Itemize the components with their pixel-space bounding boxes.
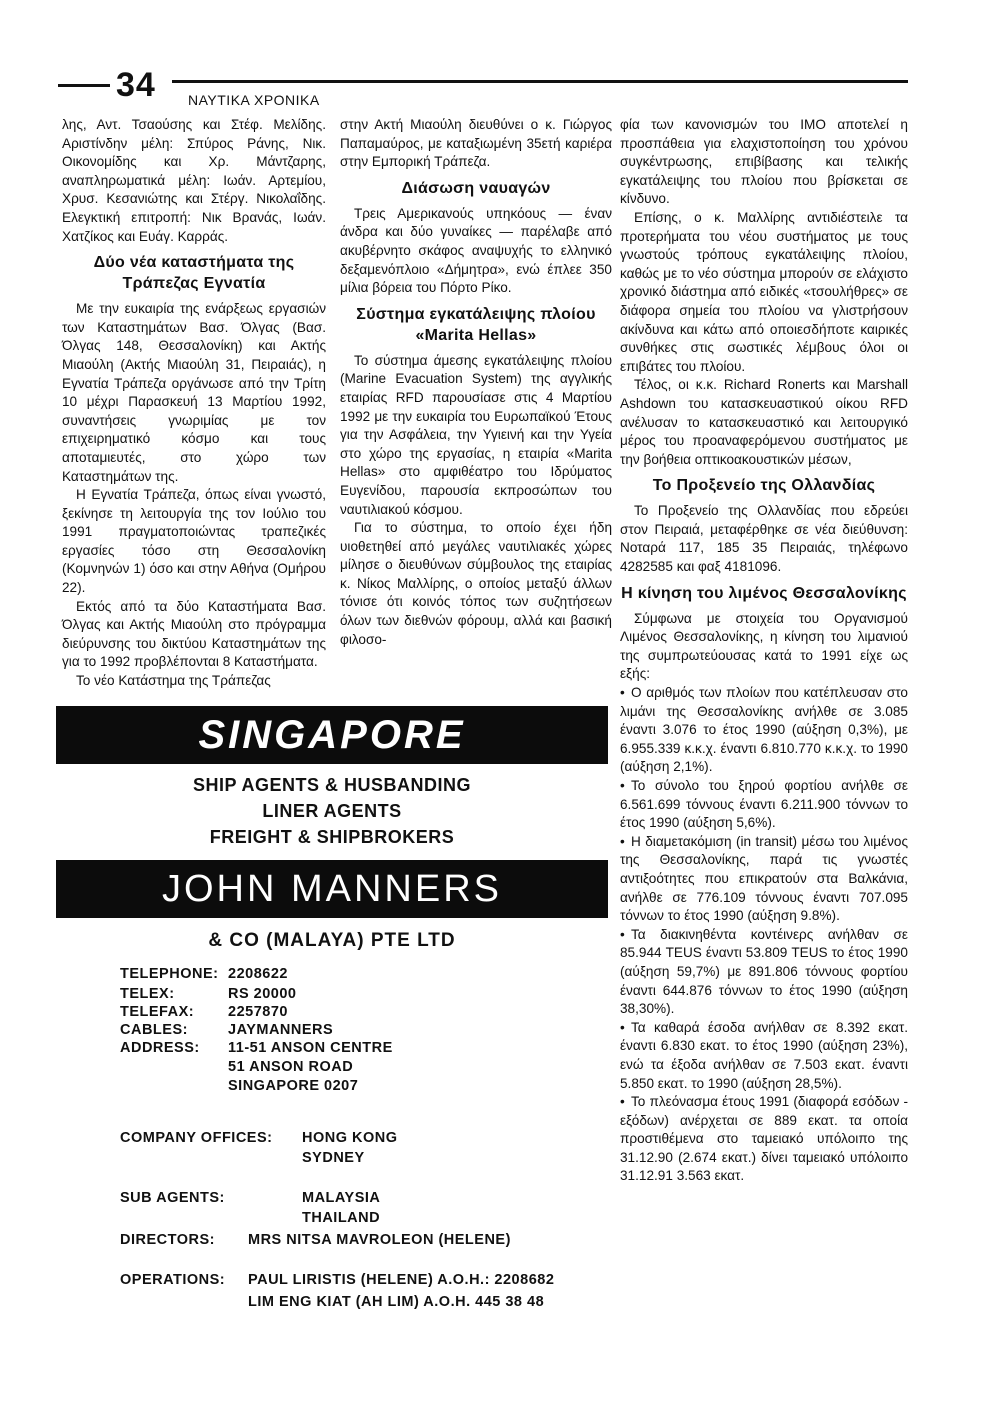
paragraph: Εκτός από τα δύο Καταστήματα Βασ. Όλγας και Ακτής Μιαούλη στο πρόγραμμα διεύρυνσης του δικτύου Καταστημάτων της για το 1992 προβλέπονται 8 Καταστήματα.	[62, 598, 326, 670]
ad-label: ADDRESS:	[120, 1040, 200, 1056]
bullet-item: • Η διαμετακόμιση (in transit) μέσω του λιμένος της Θεσσαλονίκης, παρά τις γνωστές αντιξοότητες που επικρατούν στα Βαλκάνια, ανήλθε σε 776.109 τόννους έναντι 707.095 τόννων το έτος 1990 (αύξηση 9.8%).	[620, 833, 908, 924]
ad-service-line: SHIP AGENTS & HUSBANDING	[192, 775, 472, 795]
article-heading: Δύο νέα καταστήματα της Τράπεζας Εγνατία	[93, 254, 295, 293]
advertisement	[56, 706, 608, 952]
ad-label: COMPANY OFFICES:	[120, 1130, 273, 1146]
bullet-item: • Το πλεόνασμα έτους 1991 (διαφορά εσόδων - εξόδων) ανέρχεται σε 889 εκατ. τα οποία προστιθέμενα στο ταμειακό υπόλοιπο της 31.12.90 (2.674 εκατ.) δίνει ταμειακό υπόλοιπο 31.12.91 3.563 εκατ.	[620, 1094, 908, 1184]
ad-value: 2257870	[228, 1004, 288, 1020]
article-heading: Σύστημα εγκατάλειψης πλοίου «Marita Hellas»	[356, 305, 596, 344]
publication-title: ΝΑΥΤΙΚΑ ΧΡΟΝΙΚΑ	[188, 92, 320, 108]
ad-label: DIRECTORS:	[120, 1232, 215, 1248]
paragraph: Το Προξενείο της Ολλανδίας που εδρεύει στον Πειραιά, μεταφέρθηκε σε νέα διεύθυνση: Νοταρά 117, 185 35 Πειραιάς, τηλέφωνο 4282585 και φαξ 4181096.	[620, 503, 908, 575]
header-rule-right	[172, 80, 908, 83]
paragraph: Σύμφωνα με στοιχεία του Οργανισμού Λιμένος Θεσσαλονίκης, η κίνηση του λιμανιού της συμπρωτεύουσας κατά το 1991 είχε ως εξής:	[620, 610, 908, 682]
ad-value: MALAYSIA	[302, 1190, 381, 1206]
article-heading: Η κίνηση του λιμένος Θεσσαλονίκης	[621, 584, 907, 602]
bullet-icon: •	[620, 1019, 625, 1035]
ad-label: CABLES:	[120, 1022, 188, 1038]
article-heading: Διάσωση ναυαγών	[401, 179, 551, 197]
column-3	[620, 116, 908, 1186]
paragraph: φία των κανονισμών του ΙΜΟ αποτελεί η προσπάθεια για ελαχιστοποίηση του χρόνου συγκέντρωσης, επιβίβασης και τελικής εγκατάλειψης του πλοίου που βρίσκεται σε κίνδυνο.	[620, 117, 908, 207]
ad-label: TELEX:	[120, 986, 175, 1002]
bullet-item: • Το σύνολο του ξηρού φορτίου ανήλθε σε 6.561.699 τόννους έναντι 6.211.900 τόννων το έτος 1990 (αύξηση 5,6%).	[620, 778, 908, 831]
ad-value: MRS NITSA MAVROLEON (HELENE)	[248, 1232, 511, 1248]
bullet-icon: •	[620, 926, 625, 942]
ad-label: SUB AGENTS:	[120, 1190, 225, 1206]
bullet-icon: •	[620, 685, 625, 701]
bullet-icon: •	[620, 1094, 625, 1110]
paragraph: Επίσης, ο κ. Μαλλίρης αντιδιέστειλε τα προτερήματα του νέου συστήματος με τους γνωστούς τρόπους εγκατάλειψης πλοίου, καθώς με το νέο σύστημα μπορούν σε ελάχιστο χρονικό διάστημα από ειδικές «τσουλήθρες» σε διάφορα σημεία του πλοίου να γλιστρήσουν ακίνδυνα και κάτω από οποιεσδήποτε καιρικές συνθήκες στις σωστικές λέμβους όλοι οι επιβάτες του πλοίου.	[620, 209, 908, 374]
page-number: 34	[116, 66, 156, 104]
bullet-item: • Τα διακινηθέντα κοντέινερς ανήλθαν σε 85.944 TEUS έναντι 53.809 TEUS το έτος 1990 (αύξηση 59,7%) με 891.806 τόννους φορτίου έναντι 644.876 τόννων το έτος 1990 (αύξηση 38,30%).	[620, 926, 908, 1017]
ad-banner-company: JOHN MANNERS	[56, 860, 608, 918]
ad-value: 51 ANSON ROAD	[228, 1059, 354, 1075]
ad-value: LIM ENG KIAT (AH LIM) A.O.H. 445 38 48	[248, 1294, 545, 1310]
paragraph: Η Εγνατία Τράπεζα, όπως είναι γνωστό, ξεκίνησε τη λειτουργία της τον Ιούλιο του 1991 πραγματοποιώντας τραπεζικές εργασίες τόσο στη Θεσσαλονίκη (Κομνηνών 1) όσο και στην Αθήνα (Ομήρου 22).	[62, 487, 326, 596]
bullet-icon: •	[620, 833, 625, 849]
ad-value: JAYMANNERS	[228, 1022, 334, 1038]
ad-label: TELEPHONE:	[120, 966, 219, 982]
ad-service-line: FREIGHT & SHIPBROKERS	[209, 827, 455, 847]
paragraph: Με την ευκαιρία της ενάρξεως εργασιών των Καταστημάτων Βασ. Όλγας (Βασ. Όλγας 148, Θεσσαλονίκη) και Ακτής Μιαούλη (Ακτής Μιαούλη 31, Πειραιάς), η Εγνατία Τράπεζα οργάνωσε από την Τρίτη 10 μέχρι Παρασκευή 13 Μαρτίου 1992, συναντήσεις γνωριμίας με τον επιχειρηματικό κόσμο και τους αποταμιευτές, στο χώρο των Καταστημάτων της.	[62, 301, 326, 484]
ad-value: SYDNEY	[302, 1150, 365, 1166]
ad-value: RS 20000	[228, 986, 297, 1002]
paragraph: Τρεις Αμερικανούς υπηκόους — έναν άνδρα και δύο γυναίκες — παρέλαβε από ακυβέρνητο σκάφος αναψυχής το ελληνικό δεξαμενόπλοιο «Δήμητρα», ενώ έπλεε 350 μίλια βόρεια του Πόρτο Ρίκο.	[340, 205, 612, 296]
ad-value: HONG KONG	[302, 1130, 398, 1146]
ad-banner-singapore: SINGAPORE	[56, 706, 608, 764]
paragraph: στην Ακτή Μιαούλη διευθύνει ο κ. Γιώργος Παπαμαύρος, με καταξιωμένη 35ετή καριέρα στην Εμπορική Τράπεζα.	[340, 117, 612, 170]
article-heading: Το Προξενείο της Ολλανδίας	[652, 477, 876, 495]
paragraph: Το νέο Κατάστημα της Τράπεζας	[76, 673, 271, 689]
bullet-item: • Τα καθαρά έσοδα ανήλθαν σε 8.392 εκατ. έναντι 6.830 εκατ. το έτος 1990 (αύξηση 23%), ενώ τα έξοδα ανήλθαν σε 7.503 εκατ. έναντι 5.850 εκατ. το 1990 (αύξηση 28,5%).	[620, 1019, 908, 1091]
column-1	[62, 116, 326, 691]
paragraph: λης, Αντ. Τσαούσης και Στέφ. Μελίδης. Αριστίνδην μέλη: Σπύρος Ράνης, Νικ. Οικονομίδης και Χρ. Μάντζαρης, αναπληρωματικά μέλη: Ιωάν. Αρτεμίου, Χρυσ. Κεσανιώτης και Στέργ. Νικολαΐδης. Ελεγκτική επιτροπή: Νικ Βρανάς, Ιωάν. Χατζίκος και Ευάγ. Καρράς.	[62, 117, 326, 244]
column-2	[340, 116, 612, 649]
header-rule-left	[58, 84, 110, 87]
bullet-icon: •	[620, 778, 625, 793]
ad-value: 2208622	[228, 966, 288, 982]
ad-label: OPERATIONS:	[120, 1272, 226, 1288]
bullet-item: • Ο αριθμός των πλοίων που κατέπλευσαν στο λιμάνι της Θεσσαλονίκης ανήλθε σε 3.085 έναντι 3.076 το έτος 1990 (αύξηση 0,3%), με 6.955.339 κ.κ.χ. έναντι 6.810.770 κ.κ.χ. το 1990 (αύξηση 2,1%).	[620, 685, 908, 775]
paragraph: Τέλος, οι κ.κ. Richard Ronerts και Marshall Ashdown του κατασκευαστικού οίκου RFD ανέλυσαν το κατασκευαστικό και λειτουργικό μέρος του προαναφερόμενου συστήματος με την βοήθεια οπτικοακουστικών μέσων,	[620, 377, 908, 467]
ad-label: TELEFAX:	[120, 1004, 195, 1020]
ad-value: 11-51 ANSON CENTRE	[228, 1040, 393, 1056]
ad-value: PAUL LIRISTIS (HELENE) A.O.H.: 2208682	[248, 1272, 555, 1288]
paragraph: Το σύστημα άμεσης εγκατάλειψης πλοίου (Marine Evacuation System) της αγγλικής εταιρίας RFD παρουσίασε στις 4 Μαρτίου 1992 με την ευκαιρία του Ευρωπαϊκού Έτους για την Ασφάλεια, την Υγιεινή και την Υγεία στο χώρο της εργασίας, η εταιρία «Marita Hellas» στο αμφιθέατρο του Ιδρύματος Ευγενίδου, παρουσία εκπροσώπων του ναυτιλιακού κόσμου.	[340, 352, 612, 517]
ad-value: THAILAND	[302, 1210, 381, 1226]
ad-value: SINGAPORE 0207	[228, 1078, 359, 1094]
ad-service-line: LINER AGENTS	[262, 801, 402, 821]
ad-company-name: & CO (MALAYA) PTE LTD	[208, 930, 456, 951]
paragraph: Για το σύστημα, το οποίο έχει ήδη υιοθετηθεί από μεγάλες ναυτιλιακές χώρες μίλησε ο διευθύνων σύμβουλος της εταιρίας κ. Νίκος Μαλλίρης, ο οποίος μεταξύ άλλων τόνισε ότι κοινός τόπος των συζητήσεων όλων των διεθνών φόρουμ, αλλά και βασική φιλοσο-	[340, 520, 612, 647]
